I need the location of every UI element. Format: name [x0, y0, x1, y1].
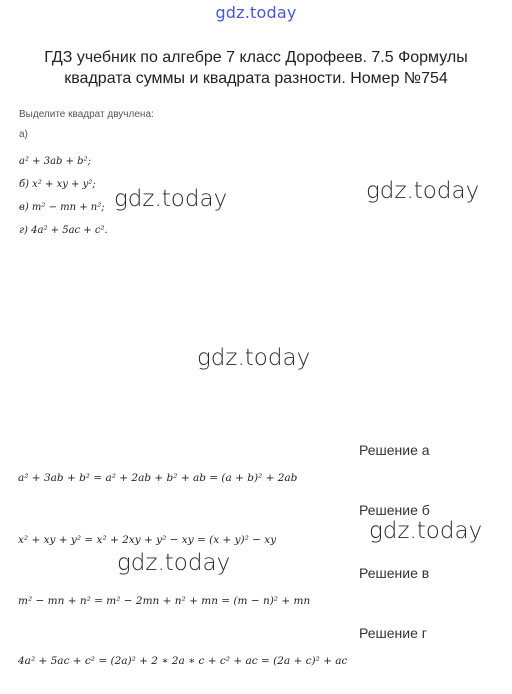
task-item-d: г) 4a² + 5ac + c². — [19, 225, 108, 236]
task-item-b: б) x² + xy + y²; — [19, 179, 96, 190]
watermark: gdz.today — [197, 345, 311, 371]
site-logo[interactable]: gdz.today — [215, 3, 297, 22]
watermark: gdz.today — [114, 186, 228, 212]
task-item-c: в) m² − mn + n²; — [19, 202, 105, 213]
task-item-a: a² + 3ab + b²; — [19, 156, 91, 167]
watermark: gdz.today — [369, 518, 483, 544]
watermark: gdz.today — [117, 550, 231, 576]
solution-a-formula: a² + 3ab + b² = a² + 2ab + b² + ab = (a + b)² + 2ab — [18, 472, 298, 484]
task-item-a-label: а) — [19, 129, 28, 140]
solution-b-heading: Решение б — [359, 502, 430, 518]
solution-c-heading: Решение в — [359, 565, 430, 581]
solution-d-formula: 4a² + 5ac + c² = (2a)² + 2 ∗ 2a ∗ c + c² + ac = (2a + c)² + ac — [18, 655, 348, 667]
solution-a-heading: Решение а — [359, 442, 430, 458]
solution-c-formula: m² − mn + n² = m² − 2mn + n² + mn = (m − n)² + mn — [18, 595, 311, 607]
page-title: ГДЗ учебник по алгебре 7 класс Дорофеев. 7.5 Формулы квадрата суммы и квадрата разности. Номер №754 — [44, 49, 468, 87]
task-prompt: Выделите квадрат двучлена: — [19, 109, 154, 120]
watermark: gdz.today — [366, 178, 480, 204]
solution-b-formula: x² + xy + y² = x² + 2xy + y² − xy = (x + y)² − xy — [18, 534, 277, 546]
solution-d-heading: Решение г — [359, 625, 427, 641]
